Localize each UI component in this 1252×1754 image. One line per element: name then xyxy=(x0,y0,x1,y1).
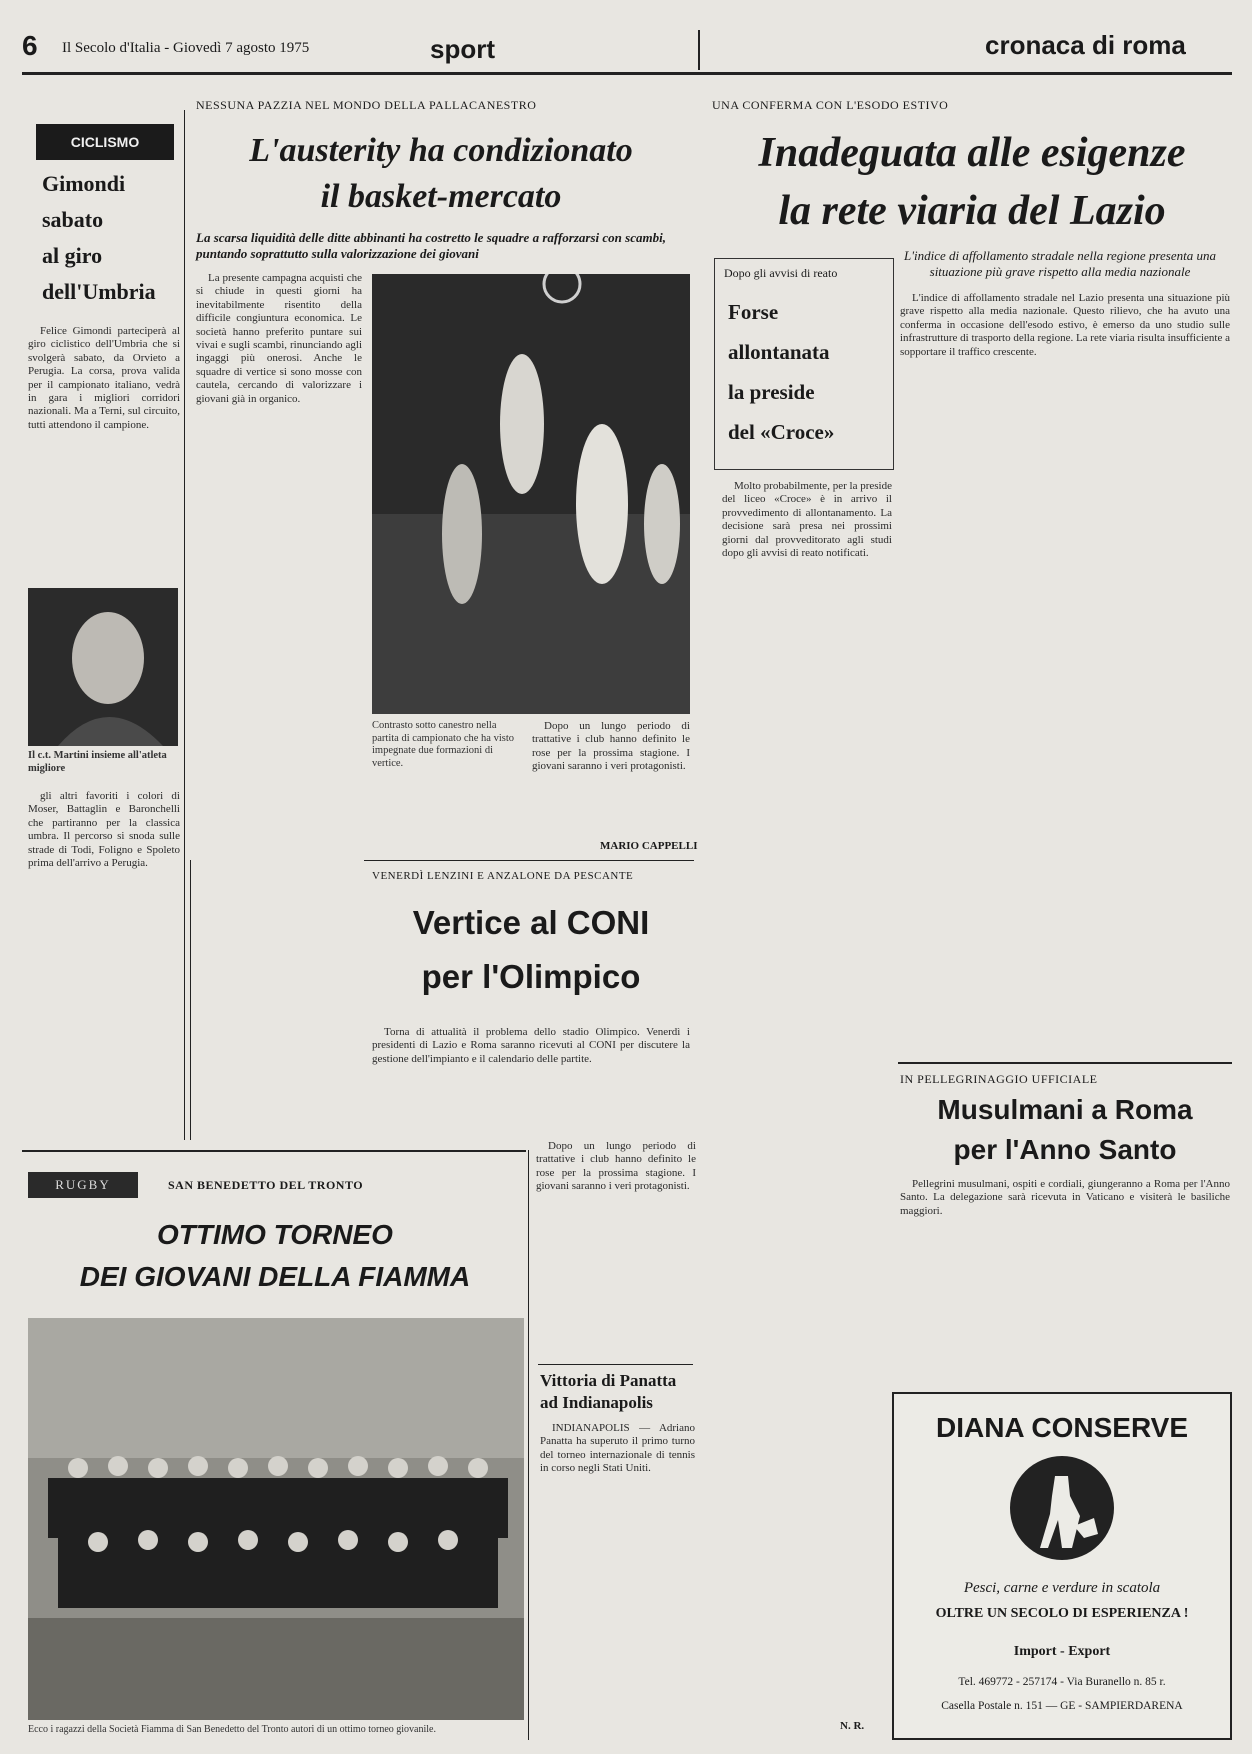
ad-address-2: Casella Postale n. 151 — GE - SAMPIERDARENA xyxy=(941,1700,1183,1712)
basket-text-mid: Dopo un lungo periodo di trattative i club hanno definito le rose per la prossima stagione. I giovani saranno i veri protagonisti. xyxy=(532,720,690,773)
coni-kicker: VENERDÌ LENZINI E ANZALONE DA PESCANTE xyxy=(372,870,634,882)
ad-address-1: Tel. 469772 - 257174 - Via Buranello n. 85 r. xyxy=(958,1676,1166,1688)
rugby-kicker: SAN BENEDETTO DEL TRONTO xyxy=(168,1178,364,1192)
team-photo-image xyxy=(28,1318,524,1720)
lazio-headline: Inadeguata alle esigenze la rete viaria del Lazio xyxy=(758,130,1186,234)
preside-kicker: Dopo gli avvisi di reato xyxy=(724,266,838,280)
coni-text: Torna di attualità il problema dello stadio Olimpico. Venerdì i presidenti di Lazio e Roma saranno ricevuti al CONI per discutere la gestione dell'impianto e il calendario delle partite. xyxy=(372,1026,690,1065)
portrait-image xyxy=(28,588,178,746)
page-number: 6 xyxy=(22,30,38,61)
basket-continuation-text: Dopo un lungo periodo di trattative i club hanno definito le rose per la prossima stagione. I giovani saranno i veri protagonisti. xyxy=(536,1140,696,1193)
basket-photo xyxy=(372,274,690,714)
pilgrimage-kicker: IN PELLEGRINAGGIO UFFICIALE xyxy=(900,1072,1098,1086)
ad-slogan: OLTRE UN SECOLO DI ESPERIENZA ! xyxy=(935,1606,1189,1621)
cycling-photo-caption: Il c.t. Martini insieme all'atleta migliore xyxy=(28,750,167,774)
basket-signature: MARIO CAPPELLI xyxy=(600,840,698,852)
basket-subhead: La scarsa liquidità delle ditte abbinanti ha costretto le squadre a rafforzarsi con scambi, puntando soprattutto sulla valorizzazione dei giovani xyxy=(196,230,666,261)
cycling-headline: Gimondi sabato al giro dell'Umbria xyxy=(42,171,156,304)
preside-text: Molto probabilmente, per la preside del liceo «Croce» è in arrivo il provvedimento di allontanamento. La decisione sarà presa nei prossimi giorni dal provveditorato agli studi dopo gli avvisi di reato notificati. xyxy=(722,480,892,560)
ad-brand: DIANA CONSERVE xyxy=(935,1412,1189,1443)
rugby-photo xyxy=(28,1318,524,1720)
section-cronaca: cronaca di roma xyxy=(985,30,1186,60)
panatta-headline: Vittoria di Panatta ad Indianapolis xyxy=(540,1371,677,1412)
lazio-kicker: UNA CONFERMA CON L'ESODO ESTIVO xyxy=(712,98,949,112)
cycling-badge: CICLISMO xyxy=(36,124,174,160)
lazio-text: L'indice di affollamento stradale nel Lazio presenta una situazione più grave rispetto alla media nazionale. Questo rilievo, che ha avuto una conferma in occasione dell'esodo estivo, è emerso da uno studio sulle infrastrutture di trasporto della regione. La rete viaria risulta insufficiente a sopportare il traffico crescente. xyxy=(900,292,1230,358)
pilgrimage-text: Pellegrini musulmani, ospiti e cordiali, giungeranno a Roma per l'Anno Santo. La delegazione sarà ricevuta in Vaticano e visiterà le basiliche maggiori. xyxy=(900,1178,1230,1217)
rugby-caption: Ecco i ragazzi della Società Fiamma di San Benedetto del Tronto autori di un ottimo torneo giovanile. xyxy=(28,1724,436,1735)
preside-signature: N. R. xyxy=(840,1720,865,1732)
basket-photo-caption: Contrasto sotto canestro nella partita di campionato che ha visto impegnate due formazioni di vertice. xyxy=(372,720,514,769)
cycling-text-bottom: gli altri favoriti i colori di Moser, Battaglin e Baronchelli che partiranno per la classica umbra. Il percorso si snoda sulle strade di Todi, Foligno e Spoleto prima dell'arrivo a Perugia. xyxy=(28,790,180,870)
basketball-image xyxy=(372,274,690,714)
header-rule xyxy=(22,72,1232,75)
cycling-text-top: Felice Gimondi parteciperà al giro ciclistico dell'Umbria che si svolgerà sabato, da Orvieto a Perugia. La corsa, prova valida per il campionato italiano, vedrà in gara i migliori corridori nazionali. Ma a Terni, sul circuito, tutti attendono il campione. xyxy=(28,325,180,431)
ad-trade: Import - Export xyxy=(1013,1644,1111,1659)
coni-headline: Vertice al CONI per l'Olimpico xyxy=(412,904,650,995)
panatta-text: INDIANAPOLIS — Adriano Panatta ha superuto il primo turno del torneo internazionale di tennis in corso negli Stati Uniti. xyxy=(540,1422,695,1475)
basket-kicker: NESSUNA PAZZIA NEL MONDO DELLA PALLACANESTRO xyxy=(196,98,537,112)
rugby-badge: RUGBY xyxy=(28,1172,138,1198)
basket-text-col: La presente campagna acquisti che si chiude in questi giorni ha inevitabilmente risentito della difficile congiuntura economica. Le società hanno preferito puntare sui vivai e sugli scambi, rinunciando agli ingaggi più onerosi. Anche le squadre di vertice si sono mosse con cautela, cercando di valorizzare i giovani già in organico. xyxy=(196,272,362,405)
diana-logo-icon xyxy=(1010,1456,1114,1560)
cycling-photo xyxy=(28,588,178,746)
section-sport: sport xyxy=(430,34,495,64)
basket-headline: L'austerity ha condizionato il basket-mercato xyxy=(249,132,633,215)
diana-advert xyxy=(892,1392,1232,1740)
ad-tagline: Pesci, carne e verdure in scatola xyxy=(963,1580,1161,1596)
pilgrimage-headline: Musulmani a Roma per l'Anno Santo xyxy=(937,1094,1193,1165)
paper-date: Il Secolo d'Italia - Giovedì 7 agosto 1975 xyxy=(62,40,310,56)
preside-headline: Forse allontanata la preside del «Croce» xyxy=(728,300,835,444)
rugby-headline: OTTIMO TORNEO DEI GIOVANI DELLA FIAMMA xyxy=(79,1219,471,1292)
lazio-subhead: L'indice di affollamento stradale nella regione presenta una situazione più grave rispetto alla media nazionale xyxy=(904,248,1216,279)
